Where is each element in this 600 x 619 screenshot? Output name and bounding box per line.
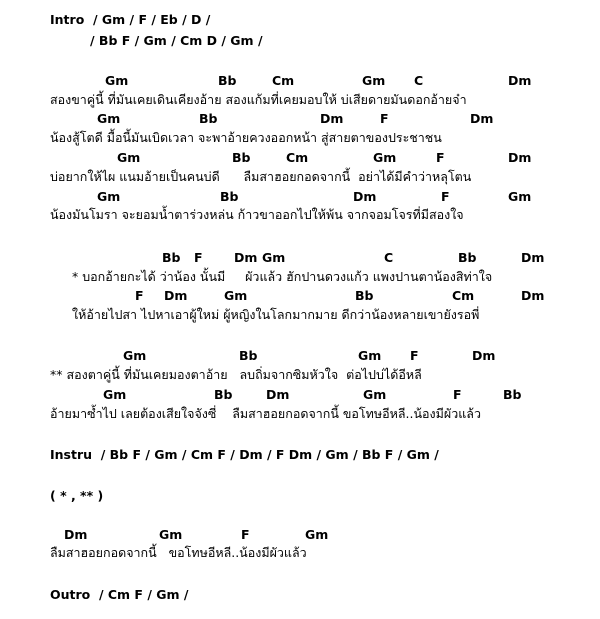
chord: F (241, 527, 250, 542)
instru-line: Instru / Bb F / Gm / Cm F / Dm / F Dm / Gm / Bb F / Gm / (50, 447, 439, 462)
chord: Gm (159, 527, 183, 542)
chord: Gm (103, 387, 127, 402)
chord: Dm (353, 189, 377, 204)
chord: Bb (199, 111, 218, 126)
lyric-line: น้องมันโมรา จะยอมน้ำตาร่วงหล่น ก้าวขาออกไปให้พ้น จากจอมโจรที่มีสองใจ (50, 207, 464, 222)
chord: Dm (472, 348, 496, 363)
chord: C (384, 250, 394, 265)
outro-line: Outro / Cm F / Gm / (50, 587, 189, 602)
intro-line-1: Intro / Gm / F / Eb / D / (50, 12, 211, 27)
chord: Bb (458, 250, 477, 265)
chord: Dm (266, 387, 290, 402)
chord: Gm (97, 111, 121, 126)
chord: Dm (320, 111, 344, 126)
chord: Gm (97, 189, 121, 204)
chord: Gm (358, 348, 382, 363)
chord: Bb (218, 73, 237, 88)
chord: F (410, 348, 419, 363)
chord: Gm (362, 73, 386, 88)
chord: Dm (64, 527, 88, 542)
chord: Cm (286, 150, 309, 165)
chord: Bb (162, 250, 181, 265)
lyric-line: * บอกอ้ายกะได้ ว่าน้อง นั้นมี ผัวแล้ว ฮักปานดวงแก้ว แพงปานตาน้องสิท่าใจ (72, 269, 493, 284)
chord: Gm (123, 348, 147, 363)
chord: C (414, 73, 424, 88)
chord: F (453, 387, 462, 402)
chord: Dm (164, 288, 188, 303)
chord: Dm (470, 111, 494, 126)
lyric-line: สองขาคู่นี้ ที่มันเคยเดินเคียงอ้าย สองแก้มที่เคยมอบให้ บ่เสียดายมันดอกอ้ายจ๋า (50, 92, 467, 107)
chord: Bb (214, 387, 233, 402)
chord: F (436, 150, 445, 165)
chord: F (380, 111, 389, 126)
chord: Bb (239, 348, 258, 363)
chord: Dm (521, 288, 545, 303)
intro-line-2: / Bb F / Gm / Cm D / Gm / (90, 33, 263, 48)
lyric-line: ลืมสาฮอยกอดจากนี้ ขอโทษอีหลี..น้องมีผัวแล้ว (50, 545, 307, 560)
chord: Gm (373, 150, 397, 165)
chord: Bb (503, 387, 522, 402)
chord: Gm (105, 73, 129, 88)
chord: Bb (355, 288, 374, 303)
lyric-line: ให้อ้ายไปสา ไปหาเอาผู้ใหม่ ผู้หญิงในโลกมากมาย ดีกว่าน้องหลายเขายังรอพี่ (72, 307, 480, 322)
chord: Gm (508, 189, 532, 204)
chord: F (135, 288, 144, 303)
chord: Dm (508, 73, 532, 88)
chord: Gm (262, 250, 286, 265)
chord: F (441, 189, 450, 204)
chord: Cm (452, 288, 475, 303)
lyric-line: อ้ายมาซ้ำไป เลยต้องเสียใจจังซี่ ลืมสาฮอยกอดจากนี้ ขอโทษอีหลี..น้องมีผัวแล้ว (50, 406, 481, 421)
chord: Gm (363, 387, 387, 402)
chord: Bb (232, 150, 251, 165)
chord: Bb (220, 189, 239, 204)
chord: Cm (272, 73, 295, 88)
lyric-line: น้องสู้โตดี มื้อนี้มันเบิดเวลา จะพาอ้ายควงออกหน้า สู่สายตาของประชาชน (50, 130, 442, 145)
chord: Gm (224, 288, 248, 303)
chord: F (194, 250, 203, 265)
chord: Gm (117, 150, 141, 165)
lyric-line: ** สองตาคู่นี้ ที่มันเคยมองตาอ้าย ลบถิ่มจากซิมหัวใจ ต่อไปบ่ได้อีหลี (50, 367, 422, 382)
chord: Dm (234, 250, 258, 265)
repeat-marker: ( * , ** ) (50, 488, 104, 503)
chord: Dm (508, 150, 532, 165)
lyric-line: บ่อยากให้ไผ แนมอ้ายเป็นคนบ่ดี ลืมสาฮอยกอดจากนี้ อย่าได้มีคำว่าหลุโตน (50, 169, 472, 184)
chord: Gm (305, 527, 329, 542)
chord: Dm (521, 250, 545, 265)
